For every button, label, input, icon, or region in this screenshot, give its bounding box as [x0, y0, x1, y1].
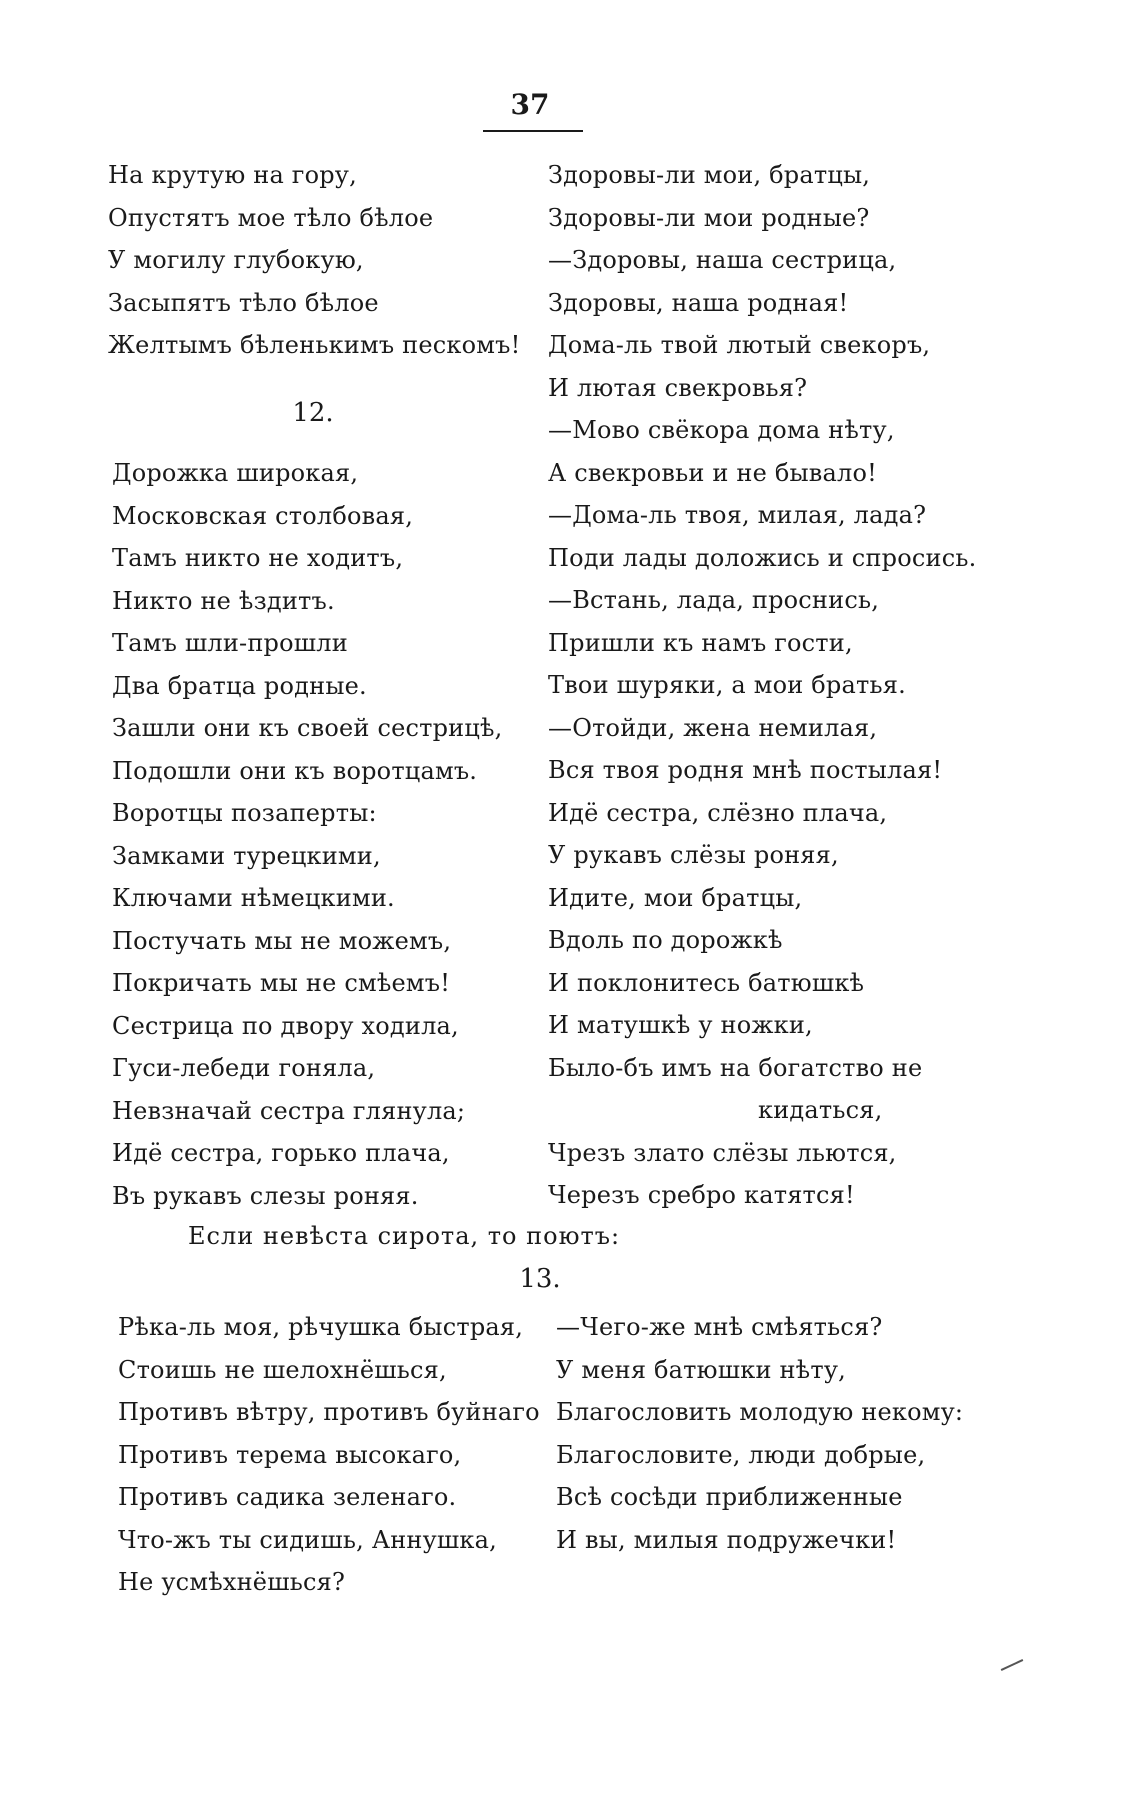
verse-line: У меня батюшки нѣту,	[556, 1355, 846, 1384]
verse-line: Было-бъ имъ на богатство не	[548, 1053, 923, 1082]
verse-line: У рукавъ слёзы роняя,	[548, 841, 839, 869]
verse-line: Стоишь не шелохнёшься,	[118, 1355, 447, 1384]
verse-line: Идё сестра, горько плача,	[112, 1139, 450, 1167]
verse-line: Идё сестра, слёзно плача,	[548, 798, 888, 827]
verse-line: —Встань, лада, проснись,	[548, 586, 880, 614]
verse-line: Противъ садика зеленаго.	[118, 1483, 457, 1511]
verse-line: И лютая свекровья?	[548, 373, 808, 402]
verse-line: —Мово свёкора дома нѣту,	[548, 416, 895, 444]
page-number-rule	[483, 130, 583, 132]
verse-line: Противъ вѣтру, противъ буйнаго	[118, 1398, 540, 1426]
verse-line: Тамъ никто не ходитъ,	[112, 544, 404, 572]
verse-line: Воротцы позаперты:	[112, 799, 377, 827]
song12-right-column	[548, 154, 976, 1217]
verse-line: Тамъ шли-прошли	[112, 629, 348, 657]
verse-line: Опустятъ мое тѣло бѣлое	[108, 203, 434, 232]
ink-mark	[1001, 1659, 1024, 1671]
verse-line: Черезъ сребро катятся!	[548, 1181, 855, 1209]
song11-end-stanza	[108, 154, 520, 367]
verse-line: Твои шуряки, а мои братья.	[548, 671, 906, 699]
verse-line: Рѣка-ль моя, рѣчушка быстрая,	[118, 1313, 524, 1341]
song12-left-column	[112, 452, 503, 1217]
verse-line: И вы, милыя подружечки!	[556, 1525, 897, 1554]
verse-line-continuation: кидаться,	[758, 1096, 883, 1124]
verse-line: Не усмѣхнёшься?	[118, 1568, 346, 1596]
song12-number: 12.	[292, 398, 334, 428]
verse-line: Благословить молодую некому:	[556, 1398, 964, 1426]
song13-intro-note: Если невѣста сирота, то поютъ:	[188, 1222, 621, 1250]
verse-line: Невзначай сестра глянула;	[112, 1096, 466, 1125]
verse-line: Что-жъ ты сидишь, Аннушка,	[118, 1525, 497, 1554]
verse-line: Здоровы, наша родная!	[548, 288, 849, 317]
verse-line: Здоровы-ли мои родные?	[548, 203, 870, 232]
verse-line: Подошли они къ воротцамъ.	[112, 756, 478, 785]
verse-line: Чрезъ злато слёзы льются,	[548, 1138, 897, 1167]
verse-line: И матушкѣ у ножки,	[548, 1011, 813, 1039]
verse-line: Всѣ сосѣди приближенные	[556, 1483, 903, 1511]
verse-line: Благословите, люди добрые,	[556, 1440, 926, 1469]
verse-line: Московская столбовая,	[112, 501, 414, 530]
page-number: 37	[510, 88, 550, 121]
verse-line: И поклонитесь батюшкѣ	[548, 968, 865, 997]
verse-line: Никто не ѣздитъ.	[112, 586, 335, 615]
verse-line: Два братца родные.	[112, 671, 367, 700]
verse-line: Замками турецкими,	[112, 841, 381, 870]
verse-line: Вдоль по дорожкѣ	[548, 926, 783, 954]
song13-left-column	[118, 1306, 540, 1604]
verse-line: Гуси-лебеди гоняла,	[112, 1054, 376, 1082]
verse-line: Постучать мы не можемъ,	[112, 926, 452, 955]
verse-line: —Чего-же мнѣ смѣяться?	[556, 1313, 883, 1341]
verse-line: Засыпятъ тѣло бѣлое	[108, 288, 379, 317]
verse-line: Противъ терема высокаго,	[118, 1440, 462, 1469]
verse-line: —Здоровы, наша сестрица,	[548, 246, 897, 274]
verse-line: Въ рукавъ слезы роняя.	[112, 1181, 419, 1210]
verse-line: Сестрица по двору ходила,	[112, 1011, 459, 1040]
verse-line: Желтымъ бѣленькимъ пескомъ!	[108, 331, 521, 359]
verse-line: Дома-ль твой лютый свекоръ,	[548, 331, 931, 359]
verse-line: —Отойди, жена немилая,	[548, 713, 878, 742]
verse-line: Поди лады доложись и спросись.	[548, 543, 977, 572]
verse-line: Зашли они къ своей сестрицѣ,	[112, 714, 503, 742]
verse-line: —Дома-ль твоя, милая, лада?	[548, 501, 927, 529]
verse-line: Покричать мы не смѣемъ!	[112, 969, 451, 997]
verse-line: А свекровьи и не бывало!	[548, 458, 877, 487]
song13-right-column	[556, 1306, 963, 1561]
verse-line: На крутую на гору,	[108, 161, 357, 189]
verse-line: Вся твоя родня мнѣ постылая!	[548, 756, 943, 784]
verse-line: Идите, мои братцы,	[548, 883, 803, 912]
verse-line: Дорожка широкая,	[112, 459, 359, 487]
song13-number: 13.	[519, 1264, 561, 1294]
verse-line: Ключами нѣмецкими.	[112, 884, 395, 912]
verse-line: Пришли къ намъ гости,	[548, 628, 853, 657]
verse-line: Здоровы-ли мои, братцы,	[548, 161, 871, 189]
verse-line: У могилу глубокую,	[108, 246, 364, 274]
